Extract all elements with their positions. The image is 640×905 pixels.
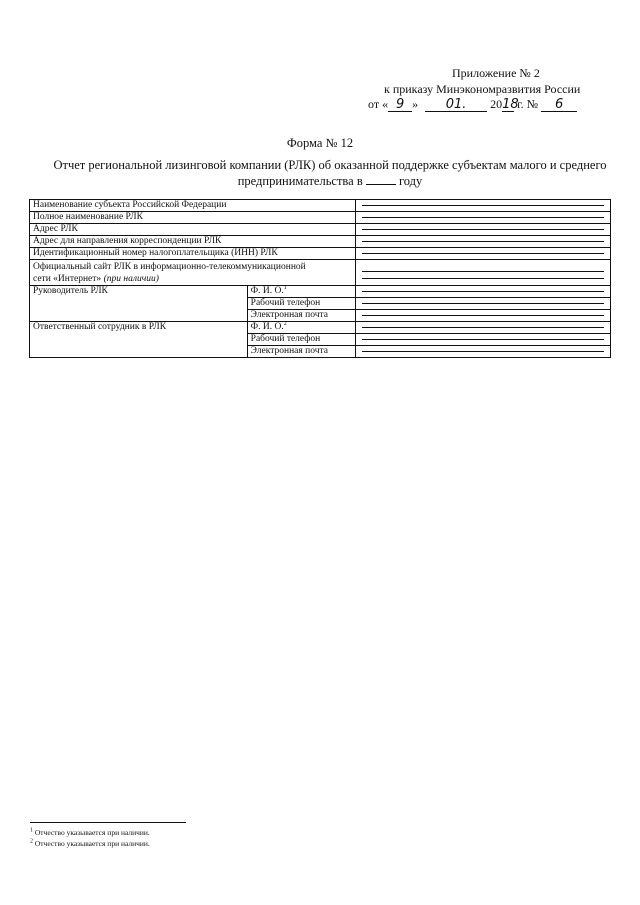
- responsible-fio-value[interactable]: [355, 322, 610, 334]
- row-label-full-name: Полное наименование РЛК: [30, 212, 356, 224]
- responsible-fio-label: Ф. И. О.$^2$: [247, 322, 355, 334]
- row-value-full-name[interactable]: [355, 212, 610, 224]
- row-label-region: Наименование субъекта Российской Федерации: [30, 200, 356, 212]
- head-fio-value[interactable]: [355, 286, 610, 298]
- row-label-website: [30, 260, 356, 286]
- row-value-mail-address[interactable]: [355, 236, 610, 248]
- table-row: [30, 248, 611, 260]
- title-line2-suffix: году: [398, 174, 423, 188]
- table-row: [30, 200, 611, 212]
- table-row: [30, 212, 611, 224]
- order-number: 6: [541, 98, 577, 112]
- row-label-inn: Идентификационный номер налогоплательщика (ИНН) РЛК: [30, 248, 356, 260]
- order-number-label: г. №: [517, 97, 539, 111]
- table-row: [30, 322, 611, 334]
- table-row: [30, 286, 611, 298]
- row-label-mail-address: Адрес для направления корреспонденции РЛК: [30, 236, 356, 248]
- table-row: [30, 236, 611, 248]
- responsible-label: Ответственный сотрудник в РЛК: [30, 322, 248, 358]
- head-phone-label: Рабочий телефон: [247, 298, 355, 310]
- date-day: 9: [388, 98, 412, 112]
- responsible-phone-value[interactable]: [355, 334, 610, 346]
- head-label: Руководитель РЛК: [30, 286, 248, 322]
- form-number: Форма № 12: [286, 136, 354, 150]
- footnote-separator: [30, 822, 186, 823]
- year-blank: [366, 174, 396, 185]
- row-label-address: Адрес РЛК: [30, 224, 356, 236]
- table-row: [30, 224, 611, 236]
- row-value-inn[interactable]: [355, 248, 610, 260]
- footnote-2: $^2$ Отчество указывается при наличии.: [30, 838, 150, 848]
- row-value-website[interactable]: [355, 260, 610, 286]
- row-value-region[interactable]: [355, 200, 610, 212]
- head-email-value[interactable]: [355, 310, 610, 322]
- date-prefix: от «: [368, 97, 389, 111]
- date-month: 01.: [425, 98, 487, 112]
- head-fio-label: Ф. И. О.$^1$: [247, 286, 355, 298]
- report-title-line1: Отчет региональной лизинговой компании (РЛК) об оказанной поддержке субъектам малого и среднего: [53, 158, 607, 172]
- title-line2-prefix: предпринимательства в: [237, 174, 363, 188]
- table-row: [30, 260, 611, 286]
- website-label-line2: сети «Интернет»: [33, 274, 102, 284]
- appendix-order-reference: к приказу Минэкономразвития России: [384, 82, 581, 96]
- responsible-phone-label: Рабочий телефон: [247, 334, 355, 346]
- website-label-line1: Официальный сайт РЛК в информационно-телекоммуникационной: [33, 262, 306, 272]
- report-form-table: [29, 199, 611, 358]
- website-label-note: (при наличии): [103, 274, 159, 284]
- date-year-prefix: 20: [490, 97, 503, 111]
- row-value-address[interactable]: [355, 224, 610, 236]
- responsible-email-label: Электронная почта: [247, 346, 355, 358]
- head-email-label: Электронная почта: [247, 310, 355, 322]
- report-title-line2: [30, 174, 630, 189]
- head-phone-value[interactable]: [355, 298, 610, 310]
- appendix-number: Приложение № 2: [452, 66, 540, 80]
- footnote-1: $^1$ Отчество указывается при наличии.: [30, 827, 150, 837]
- date-day-close: »: [412, 97, 419, 111]
- responsible-email-value[interactable]: [355, 346, 610, 358]
- appendix-date-line: [368, 97, 577, 112]
- date-year: 18: [502, 97, 519, 112]
